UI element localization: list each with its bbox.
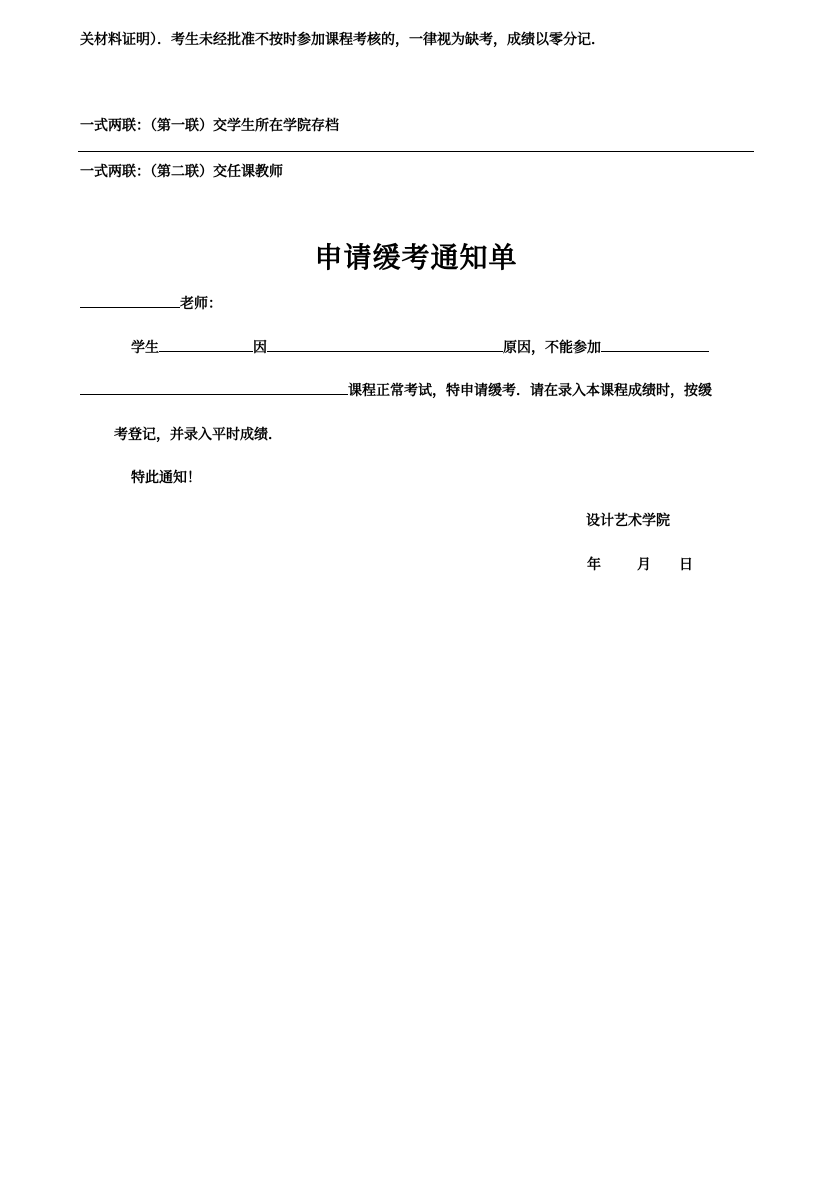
notice-date: [587, 555, 693, 575]
student-name-blank: [159, 337, 253, 352]
notice-line-2-text: 课程正常考试，特申请缓考．请在录入本课程成绩时，按缓: [348, 383, 712, 399]
reason-suffix: 原因，不能参加: [503, 340, 601, 356]
course-name-blank-2: [80, 380, 348, 395]
course-name-blank-1: [601, 337, 709, 352]
notice-line-1: [131, 337, 709, 358]
date-day: 日: [679, 557, 693, 573]
date-year: 年: [587, 557, 601, 573]
teacher-name-blank: [80, 293, 180, 308]
top-note: 关材料证明）．考生未经批准不按时参加课程考核的，一律视为缺考，成绩以零分记．: [80, 32, 605, 48]
reason-label: 因: [253, 340, 267, 356]
date-month: 月: [637, 557, 651, 573]
reason-blank: [267, 337, 503, 352]
copy-two-note: 一式两联：（第二联）交任课教师: [80, 164, 283, 180]
notice-title: 申请缓考通知单: [314, 241, 518, 274]
signature-college: 设计艺术学院: [586, 513, 670, 529]
notice-line-3: 考登记，并录入平时成绩．: [114, 427, 282, 443]
notice-line-2: [80, 380, 712, 401]
notice-closing: 特此通知！: [131, 470, 201, 486]
copy-one-note: 一式两联：（第一联）交学生所在学院存档: [80, 118, 339, 134]
salutation-label: 老师：: [180, 296, 222, 312]
salutation-line: [80, 293, 222, 314]
cut-line-divider: [78, 151, 754, 152]
student-label: 学生: [131, 340, 159, 356]
